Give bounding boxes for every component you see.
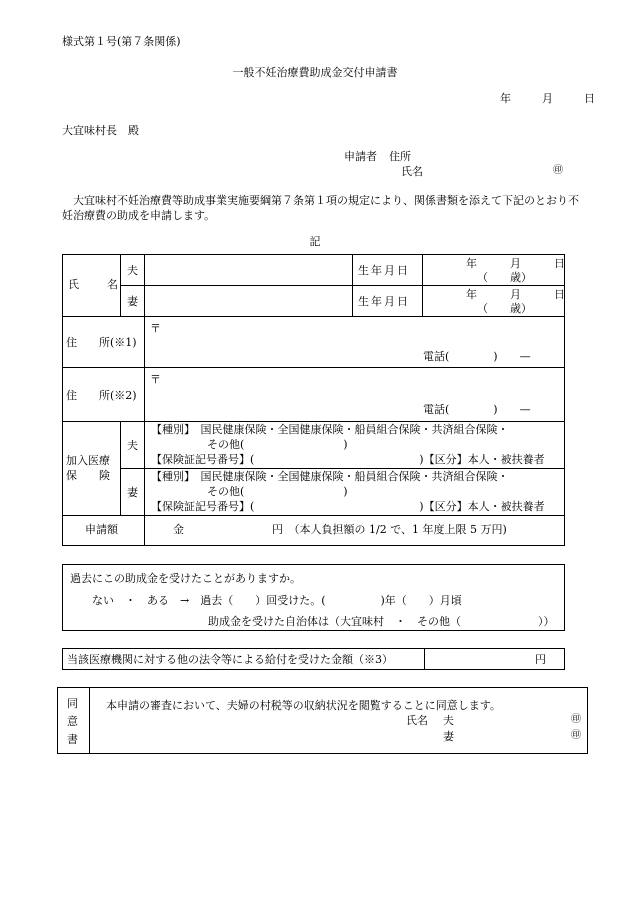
ki-label: 記 [309,235,321,248]
name-label: 氏 名 [68,278,120,291]
intro-text: 大宜味村不妊治療費等助成事業実施要綱第７条第１項の規定により、関係書類を添えて下記のとおり不妊治療費の助成を申請します。 [62,194,579,222]
other-benefit-yen: 円 [535,653,546,666]
husband-birthdate-format[interactable]: 年 月 日 [466,257,565,270]
amount-label: 申請額 [85,523,118,536]
consent-text: 本申請の審査において、夫婦の村税等の収納状況を閲覧することに同意します。 [106,699,501,712]
postal-mark-2: 〒 [150,373,161,386]
consent-wife-label: 妻 [443,730,454,743]
insurance-wife-label: 妻 [127,486,138,499]
phone1-field[interactable]: 電話( ) — [423,350,531,363]
wife-birthdate-label: 生年月日 [358,295,410,308]
applicant-name-label: 氏名 [401,165,423,178]
applicant-label: 申請者 [344,150,377,163]
husband-insurance-other[interactable]: その他( ) [207,438,348,451]
consent-wife-signature[interactable] [458,729,566,744]
consent-wife-seal-icon: ㊞ [571,730,581,741]
postal-mark-1: 〒 [150,322,161,335]
husband-insurance-type[interactable]: 【種別】 国民健康保険・全国健康保険・船員組合保険・共済組合保険・ [151,423,509,436]
date-line: 年 月 日 [500,92,598,105]
applicant-address-label: 住所 [389,150,411,163]
insurance-label-2: 保 険 [66,469,110,482]
phone2-field[interactable]: 電話( ) — [423,403,531,416]
husband-label: 夫 [127,264,138,277]
addressee: 大宜味村長 殿 [62,124,139,137]
page-title: 一般不妊治療費助成金交付申請書 [232,66,398,79]
consent-husband-label: 夫 [443,714,454,727]
husband-birthdate-label: 生年月日 [358,264,410,277]
wife-insurance-cert[interactable]: 【保険証記号番号】( )【区分】本人・被扶養者 [151,500,545,513]
wife-birthdate-format[interactable]: 年 月 日 [466,288,565,301]
wife-label: 妻 [127,295,138,308]
amount-field[interactable]: 金 円 （本人負担額の 1/2 で、1 年度上限 5 万円) [173,523,507,536]
wife-insurance-type[interactable]: 【種別】 国民健康保険・全国健康保険・船員組合保険・共済組合保険・ [151,470,509,483]
address2-label: 住 所(※2) [66,389,137,402]
past-options[interactable]: ない ・ ある → 過去（ ）回受けた。( )年（ ）月頃 [92,594,462,607]
wife-name-field[interactable] [146,287,350,315]
past-question: 過去にこの助成金を受けたことがありますか。 [70,572,301,585]
address1-field[interactable] [162,320,557,348]
consent-husband-signature[interactable] [458,713,566,728]
past-municipality[interactable]: 助成金を受けた自治体は（大宜味村 ・ その他（ ）） [208,615,555,628]
other-benefit-label: 当該医療機関に対する他の法令等による給付を受けた金額（※3） [67,653,393,666]
consent-name-label: 氏名 [406,714,428,727]
other-benefit-amount-field[interactable] [428,650,528,668]
address2-field[interactable] [162,371,557,399]
husband-age-field[interactable]: （ 歳） [477,271,532,284]
wife-age-field[interactable]: （ 歳） [477,302,532,315]
form-number: 様式第１号(第７条関係) [62,35,181,48]
husband-name-field[interactable] [146,256,350,284]
insurance-label-1: 加入医療 [66,454,110,467]
consent-side-3: 書 [67,733,78,746]
applicant-seal-icon: ㊞ [553,165,563,176]
consent-side-1: 同 [67,697,78,710]
address1-label: 住 所(※1) [66,336,137,349]
consent-side-2: 意 [67,715,78,728]
husband-insurance-cert[interactable]: 【保険証記号番号】( )【区分】本人・被扶養者 [151,453,545,466]
wife-insurance-other[interactable]: その他( ) [207,485,348,498]
consent-husband-seal-icon: ㊞ [571,714,581,725]
insurance-husband-label: 夫 [127,439,138,452]
